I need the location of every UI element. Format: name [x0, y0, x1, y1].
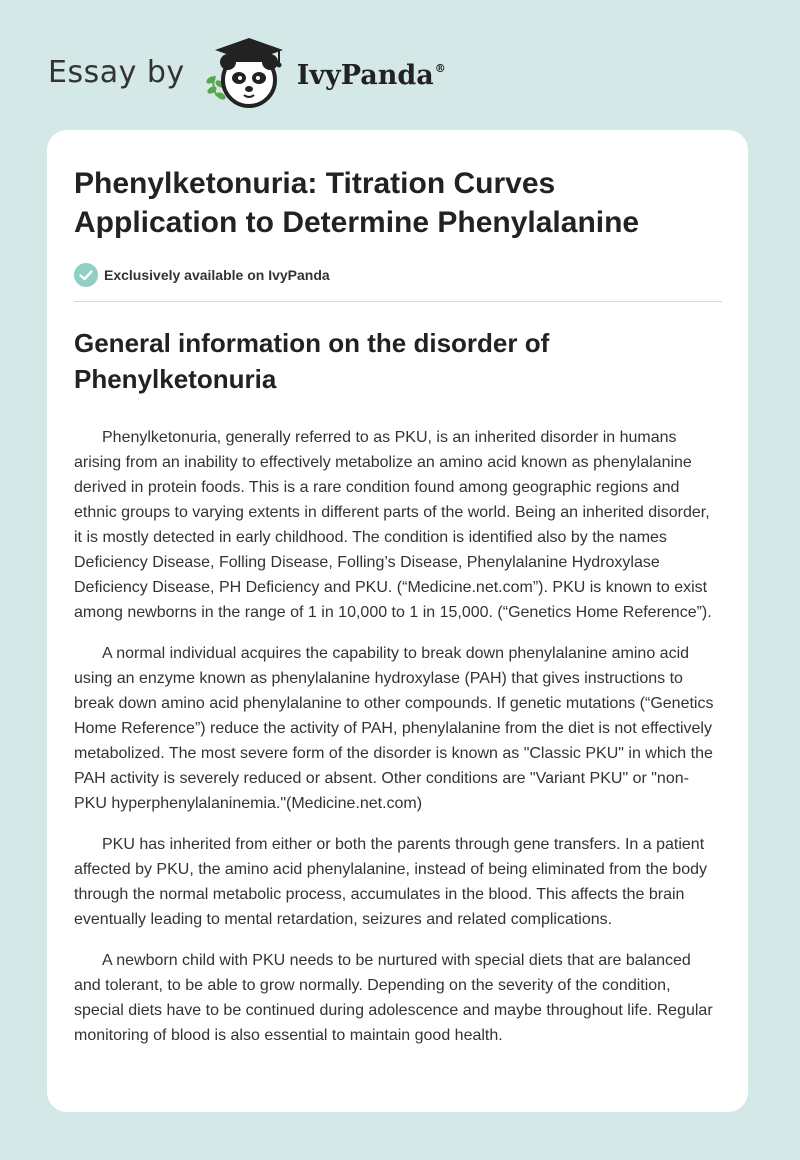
section-heading: General information on the disorder of Phenylketonuria: [74, 328, 550, 394]
essay-by-label: Essay by: [48, 54, 185, 90]
registered-mark: ®: [434, 61, 446, 75]
essay-title: Phenylketonuria: Titration Curves Application to Determine Phenylalanine: [74, 167, 640, 239]
brand-name[interactable]: IvyPanda®: [296, 59, 446, 91]
exclusive-badge-label: Exclusively available on IvyPanda: [104, 267, 330, 283]
body-paragraph: A newborn child with PKU needs to be nurtured with special diets that are balanced and tolerant, to be able to grow normally. Depending on the severity of the condition, special diets have to be continued during adolescence and maybe throughout life. Regular monitoring of blood is also essential to maintain good health.: [74, 952, 713, 1044]
divider: [74, 301, 722, 302]
body-paragraph: A normal individual acquires the capability to break down phenylalanine amino acid using an enzyme known as phenylalanine hydroxylase (PAH) that gives instructions to break down amino acid phenylalanine to other compounds. If genetic mutations (“Genetics Home Reference”) reduce the activity of PAH, phenylalanine from the diet is not effectively metabolized. The most severe form of the disorder is known as "Classic PKU" in which the PAH activity is severely reduced or absent. Other conditions are "Variant PKU" or "non-PKU hyperphenylalaninemia."(Medicine.net.com): [74, 645, 714, 812]
panda-graduate-icon[interactable]: [201, 34, 293, 110]
exclusive-badge: [74, 262, 721, 288]
site-header: [48, 34, 446, 110]
body-paragraph: Phenylketonuria, generally referred to as PKU, is an inherited disorder in humans arising from an inability to effectively metabolize an amino acid known as phenylalanine derived in protein foods. This is a rare condition found among geographic regions and ethnic groups to varying extents in different parts of the world. Being an inherited disorder, it is mostly detected in early childhood. The condition is identified also by the names Deficiency Disease, Folling Disease, Folling’s Disease, Phenylalanine Hydroxylase Deficiency Disease, PH Deficiency and PKU. (“Medicine.net.com”). PKU is known to exist among newborns in the range of 1 in 10,000 to 1 in 15,000. (“Genetics Home Reference”).: [74, 429, 712, 621]
check-circle-icon: [74, 263, 98, 287]
essay-card: [47, 130, 748, 1112]
body-paragraph: PKU has inherited from either or both the parents through gene transfers. In a patient affected by PKU, the amino acid phenylalanine, instead of being eliminated from the body through the normal metabolic process, accumulates in the blood. This affects the brain eventually leading to mental retardation, seizures and related complications.: [74, 836, 707, 928]
